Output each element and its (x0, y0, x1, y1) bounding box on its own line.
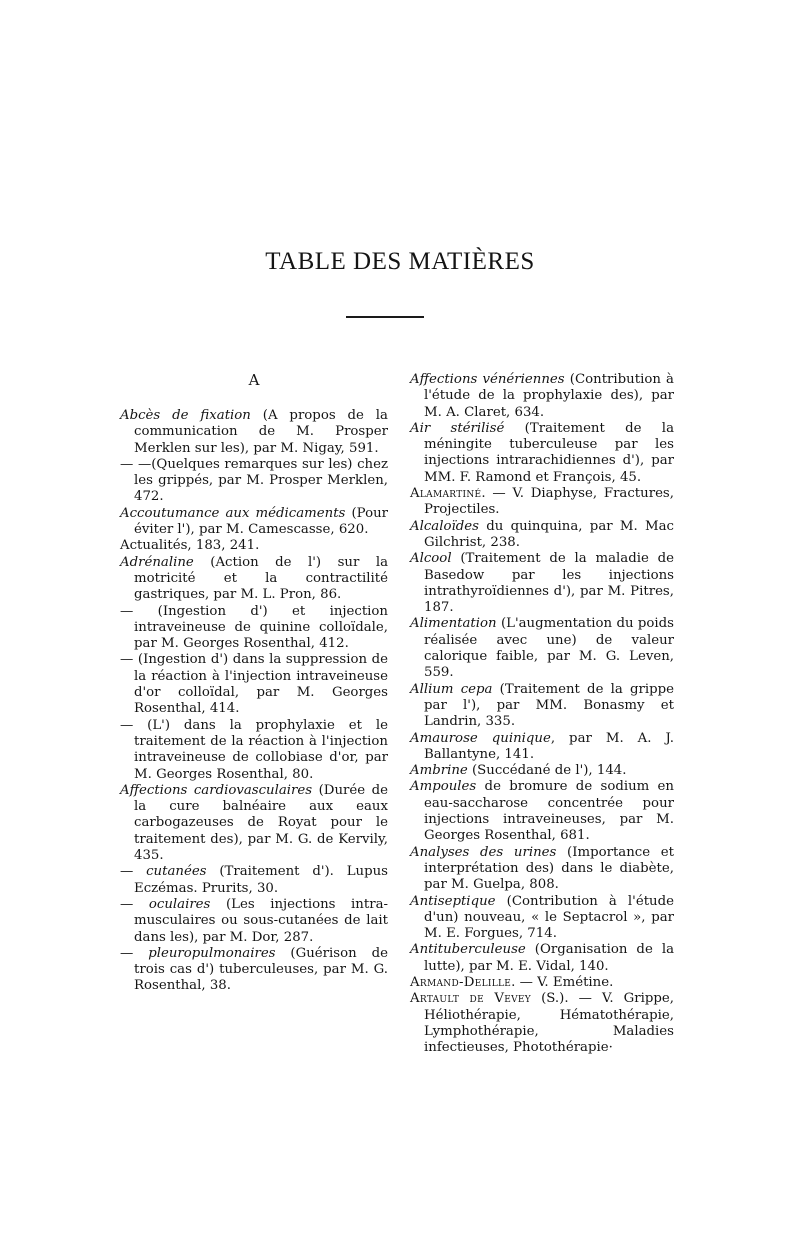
index-entry (410, 894, 674, 943)
left-entries (120, 408, 388, 995)
title-rule (346, 316, 424, 318)
entry-heading: — oculaires (120, 896, 211, 912)
entry-text: — (Ingestion d') et injection intraveineuse de quinine colloïdale, par M. Georges Rosenthal, 412. (120, 603, 388, 652)
entry-text: (Succédané de l'), 144. (467, 763, 627, 779)
entry-text: (Pour éviter l'), par M. Camescasse, 620. (134, 505, 388, 538)
entry-heading: Allium cepa (410, 681, 493, 697)
right-entries (410, 372, 674, 1056)
section-letter: A (248, 371, 260, 389)
index-entry (410, 519, 674, 552)
entry-heading: Adrénaline (120, 554, 194, 570)
entry-text: du quinquina, par M. Mac Gilchrist, 238. (424, 518, 674, 550)
index-entry (410, 975, 674, 991)
entry-heading: Ambrine (410, 763, 468, 779)
entry-text: . — V. Diaphyse, Fractures, Projectiles. (424, 486, 674, 518)
entry-text: (Importance et interprétation des) dans le diabète, par M. Guelpa, 808. (424, 844, 674, 893)
entry-heading: — cutanées (120, 864, 207, 880)
entry-text: — —(Quelques remarques sur les) chez les grippés, par M. Prosper Merklen, 472. (120, 456, 388, 505)
index-entry (410, 551, 674, 616)
entry-author: Alamartiné (410, 486, 482, 502)
entry-text: — (Ingestion d') dans la suppression de la réaction à l'injection intraveineuse d'or colloïdal, par M. Georges Rosenthal, 414. (120, 652, 388, 717)
index-entry (120, 506, 388, 539)
index-entry (410, 991, 674, 1056)
index-entry (410, 845, 674, 894)
index-entry (120, 538, 388, 554)
entry-author: Artault de Vevey (410, 991, 532, 1007)
entry-text: de bromure de sodium en eau-saccharose concentrée pour injections intraveineuses, par M. Georges Rosenthal, 681. (424, 779, 674, 844)
entry-text: (Traitement de la grippe par l'), par MM. Bonasmy et Landrin, 335. (424, 681, 675, 730)
index-entry (120, 783, 388, 864)
entry-text: (Durée de la cure balnéaire aux eaux carbogazeuses de Royat pour le traitement des), par M. G. de Kervily, 435. (134, 782, 388, 864)
entry-heading: Abcès de fixation (120, 408, 251, 423)
entry-text: (Organisation de la lutte), par M. E. Vidal, 140. (424, 942, 674, 974)
entry-author: Armand-Delille (410, 974, 512, 990)
entry-heading: Alcaloïdes (410, 518, 479, 534)
entry-text: — (L') dans la prophylaxie et le traitement de la réaction à l'injection intraveineuse de collobiase d'or, par M. Georges Rosenthal, 80. (120, 717, 388, 782)
index-entry (120, 604, 388, 653)
index-entry (410, 942, 674, 975)
index-entry (120, 555, 388, 604)
entry-text: (L'augmentation du poids réalisée avec une) de valeur calorique faible, par M. G. Leven, 559. (424, 616, 674, 681)
entry-text: (Traitement de la méningite tuberculeuse par les injections intrarachidiennes d'), par MM. F. Ramond et François, 45. (424, 420, 674, 485)
entry-text: . — V. Emétine. (511, 974, 614, 990)
index-entry (120, 408, 388, 457)
index-entry (410, 421, 674, 486)
entry-heading: — pleuropulmonaires (120, 945, 276, 961)
entry-text: (Traitement de la maladie de Basedow par les injections intrathyroïdiennes d'), par M. Pitres, 187. (424, 551, 674, 616)
entry-text: (Contribution à l'étude d'un) nouveau, « le Septacrol », par M. E. Forgues, 714. (424, 893, 674, 942)
index-entry (410, 682, 674, 731)
index-entry (410, 616, 674, 681)
index-entry (410, 486, 674, 519)
entry-heading: Affections vénériennes (410, 372, 565, 387)
entry-heading: Analyses des urines (410, 844, 557, 860)
entry-heading: Alcool (410, 551, 452, 567)
index-entry (120, 718, 388, 783)
entry-heading: Alimentation (410, 616, 497, 632)
index-entry (410, 763, 674, 779)
page-title: TABLE DES MATIÈRES (265, 248, 535, 275)
entry-text: (Guérison de trois cas d') tuberculeuses, par M. G. Rosenthal, 38. (134, 945, 388, 994)
index-entry (410, 731, 674, 764)
index-entry (120, 457, 388, 506)
left-column (120, 372, 388, 995)
entry-text: (Action de l') sur la motricité et la contractilité gastriques, par M. L. Pron, 86. (134, 554, 388, 603)
index-entry (120, 864, 388, 897)
right-column (410, 372, 674, 1056)
entry-heading: Antituberculeuse (410, 942, 526, 958)
entry-heading: Ampoules (410, 779, 477, 795)
entry-text: (Traitement d'). Lupus Eczémas. Prurits, 30. (134, 864, 388, 896)
index-entry (120, 897, 388, 946)
entry-heading: Affections cardiovasculaires (120, 782, 313, 798)
entry-text: (A propos de la communication de M. Prosper Merklen sur les), par M. Nigay, 591. (134, 408, 388, 456)
entry-text: (Contribution à l'étude de la prophylaxie des), par M. A. Claret, 634. (424, 372, 674, 420)
entry-text: (Les injections intra-musculaires ou sous-cutanées de lait dans les), par M. Dor, 287. (134, 896, 388, 945)
entry-heading: Air stérilisé (410, 420, 505, 436)
index-entry (120, 652, 388, 717)
entry-heading: Amaurose quinique (410, 730, 551, 746)
index-entry (120, 946, 388, 995)
entry-text: , par M. A. J. Ballantyne, 141. (424, 730, 675, 762)
index-entry (410, 779, 674, 844)
entry-heading: Accoutumance aux médicaments (120, 505, 346, 521)
entry-heading: Antiseptique (410, 893, 496, 909)
entry-text: Actualités, 183, 241. (120, 538, 260, 554)
entry-text: (S.). — V. Grippe, Héliothérapie, Hématothérapie, Lymphothérapie, Maladies infectieuses, Photothérapie· (424, 991, 674, 1056)
index-entry (410, 372, 674, 421)
